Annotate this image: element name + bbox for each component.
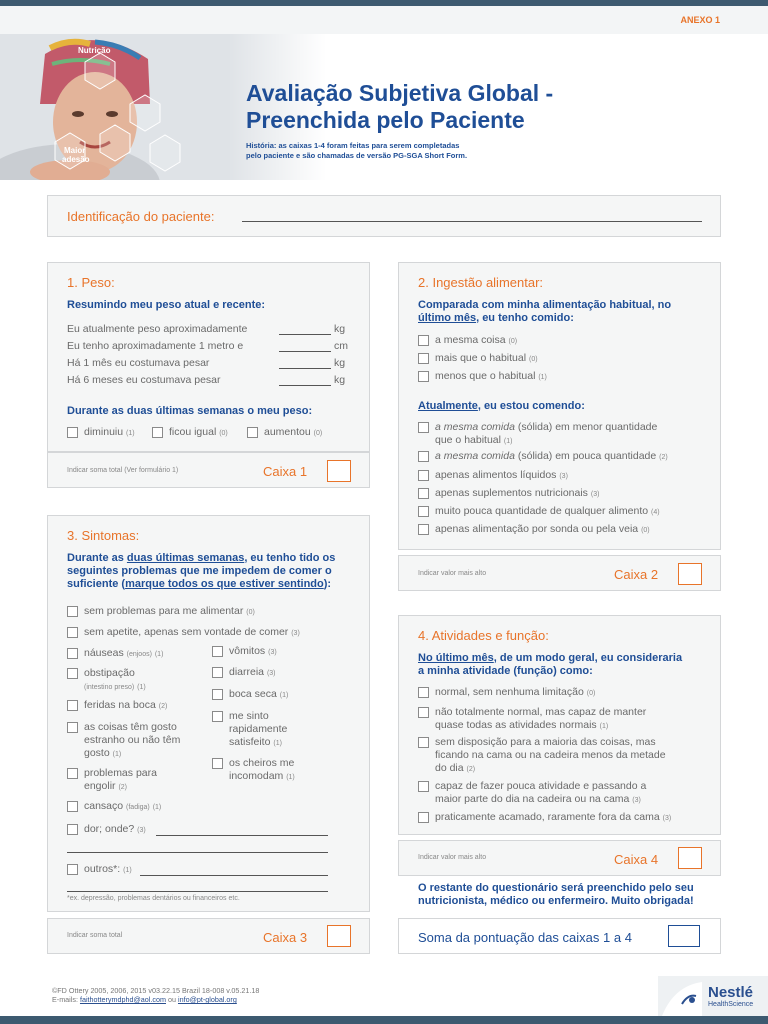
sem-apetite-label: sem apetite, apenas sem vontade de comer (3) [84,626,300,638]
outros-input-line-2[interactable] [67,891,328,892]
caixa-2-label: Caixa 2 [614,567,659,582]
page-subtitle [246,141,467,160]
cheiros-label: os cheiros me incomodam (1) [229,757,295,782]
height-input[interactable] [279,351,331,352]
mais-que-habitual-checkbox[interactable] [418,353,429,364]
nestle-brand: Nestlé [708,984,754,1001]
nauseas-checkbox[interactable] [67,648,78,659]
menor-quantidade-checkbox[interactable] [418,422,429,433]
normal-label: normal, sem nenhuma limitação (0) [435,686,596,698]
dor-label: dor; onde? (3) [84,823,146,835]
alimentos-liquidos-label: apenas alimentos líquidos (3) [435,469,568,481]
cheiros-checkbox[interactable] [212,758,223,769]
identification-panel [47,195,721,237]
sintomas-panel [47,515,370,912]
menos-que-habitual-label: menos que o habitual (1) [435,370,547,382]
photo-label-maior: Maior [64,146,86,155]
peso-row-label: Eu atualmente peso aproximadamente [67,323,248,335]
sonda-veia-checkbox[interactable] [418,524,429,535]
engolir-label: problemas para engolir (2) [84,767,157,792]
caixa-3-note: Indicar soma total [67,932,123,939]
atividades-question: No último mês, de um modo geral, eu consideraria a minha atividade (função) como: [418,652,683,677]
cansaco-label: cansaço (fadiga) (1) [84,800,162,812]
ingestao-question: Comparada com minha alimentação habitual, no último mês, eu tenho comido: [418,299,672,324]
caixa-2-input[interactable] [678,563,702,585]
nestle-brand-sub: HealthScience [708,1001,754,1008]
annex-label: ANEXO 1 [680,15,720,25]
satisfeito-label: me sinto rapidamente satisfeito (1) [229,710,288,748]
peso-unit: kg [334,357,346,369]
menos-que-habitual-checkbox[interactable] [418,371,429,382]
alimentos-liquidos-checkbox[interactable] [418,470,429,481]
mesma-coisa-label: a mesma coisa (0) [435,334,518,346]
sem-problemas-label: sem problemas para me alimentar (0) [84,605,255,617]
total-score-label: Soma da pontuação das caixas 1 a 4 [418,930,632,945]
muito-pouca-checkbox[interactable] [418,506,429,517]
peso-question: Resumindo meu peso atual e recente: [67,299,266,311]
copyright: ©FD Ottery 2005, 2006, 2015 v03.22.15 Brazil 18-008 v.05.21.18 [52,986,260,995]
peso-unit: kg [334,374,346,386]
ingestao-panel [398,262,721,550]
caixa-3-row [47,918,370,954]
boca-seca-checkbox[interactable] [212,689,223,700]
sem-problemas-checkbox[interactable] [67,606,78,617]
feridas-boca-checkbox[interactable] [67,700,78,711]
caixa-3-label: Caixa 3 [263,930,308,945]
mais-que-habitual-label: mais que o habitual (0) [435,352,538,364]
caixa-1-input[interactable] [327,460,351,482]
total-score-row [398,918,721,954]
caixa-2-row [398,555,721,591]
title-line-2: Preenchida pelo Paciente [246,107,525,133]
peso-row-label: Eu tenho aproximadamente 1 metro e [67,340,244,352]
dor-input-line-2[interactable] [67,852,328,853]
ficou-igual-label: ficou igual (0) [169,426,228,438]
suplementos-checkbox[interactable] [418,488,429,499]
atividades-panel [398,615,721,835]
acamado-label: praticamente acamado, raramente fora da cama (3) [435,811,672,823]
suplementos-label: apenas suplementos nutricionais (3) [435,487,600,499]
diarreia-label: diarreia (3) [229,666,276,678]
gosto-estranho-label: as coisas têm gosto estranho ou não têm gosto (1) [84,721,181,759]
caixa-1-row [47,452,370,488]
peso-row-label: Há 1 mês eu costumava pesar [67,357,210,369]
nao-totalmente-normal-label: não totalmente normal, mas capaz de manter quase todas as atividades normais (1) [435,706,647,731]
footer-text: ©FD Ottery 2005, 2006, 2015 v03.22.15 Brazil 18-008 v.05.21.18 E-mails: faithotterymdphd@aol.com ou info@pt-global.org [52,986,260,1004]
peso-current-input[interactable] [279,334,331,335]
sintomas-title: 3. Sintomas: [67,528,140,543]
email-link-1[interactable]: faithotterymdphd@aol.com [79,995,166,1004]
page-title [246,80,553,134]
peso-panel [47,262,370,452]
diminuiu-checkbox[interactable] [67,427,78,438]
photo-label-adesao: adesão [62,155,90,164]
bottom-bar [0,1016,768,1024]
menor-quantidade-label: a mesma comida (sólida) em menor quantidade que o habitual (1) [435,421,658,446]
boca-seca-label: boca seca (1) [229,688,289,700]
obstipacao-label: obstipação (intestino preso) (1) [84,667,146,691]
satisfeito-checkbox[interactable] [212,711,223,722]
nauseas-label: náuseas (enjoos) (1) [84,647,164,659]
closing-note: O restante do questionário será preenchido pelo seu nutricionista, médico ou enfermeiro. Muito obrigada! [418,882,694,907]
dor-input[interactable] [156,835,328,836]
nestle-nest-icon [662,976,702,1016]
feridas-boca-label: feridas na boca (2) [84,699,168,711]
photo-label-nutricao: Nutrição [78,46,111,55]
mesma-coisa-checkbox[interactable] [418,335,429,346]
sonda-veia-label: apenas alimentação por sonda ou pela veia (0) [435,523,650,535]
atividades-title: 4. Atividades e função: [418,628,549,643]
ingestao-question-2: Atualmente, eu estou comendo: [418,400,585,412]
caixa-2-note: Indicar valor mais alto [418,570,487,577]
email-link-2[interactable]: info@pt-global.org [177,995,237,1004]
pouca-atividade-label: capaz de fazer pouca atividade e passando a maior parte do dia na cadeira ou na cama (3) [435,780,647,805]
nao-totalmente-normal-checkbox[interactable] [418,707,429,718]
ficou-igual-checkbox[interactable] [152,427,163,438]
sem-disposicao-label: sem disposição para a maioria das coisas, mas ficando na cama ou na cadeira menos da metade do dia (2) [435,736,666,774]
caixa-1-label: Caixa 1 [263,464,308,479]
total-score-input[interactable] [668,925,700,947]
caixa-3-input[interactable] [327,925,351,947]
sem-apetite-checkbox[interactable] [67,627,78,638]
engolir-checkbox[interactable] [67,768,78,779]
muito-pouca-label: muito pouca quantidade de qualquer alimento (4) [435,505,660,517]
cansaco-checkbox[interactable] [67,801,78,812]
caixa-4-row [398,840,721,876]
sem-disposicao-checkbox[interactable] [418,737,429,748]
obstipacao-checkbox[interactable] [67,668,78,679]
peso-title: 1. Peso: [67,275,115,290]
outros-checkbox[interactable] [67,864,78,875]
caixa-4-note: Indicar valor mais alto [418,854,487,861]
caixa-4-label: Caixa 4 [614,852,659,867]
identification-input[interactable] [242,221,702,222]
sintomas-question: Durante as duas últimas semanas, eu tenho tido os seguintes problemas que me impedem de comer o suficiente (marque todos os que estiver sentindo): [67,552,336,590]
title-line-1: Avaliação Subjetiva Global - [246,80,554,106]
diarreia-checkbox[interactable] [212,667,223,678]
aumentou-checkbox[interactable] [247,427,258,438]
pouca-quantidade-label: a mesma comida (sólida) em pouca quantidade (2) [435,450,668,462]
caixa-1-note: Indicar soma total (Ver formulário 1) [67,467,179,474]
pouca-atividade-checkbox[interactable] [418,781,429,792]
acamado-checkbox[interactable] [418,812,429,823]
sintomas-footnote: *ex. depressão, problemas dentários ou financeiros etc. [67,895,240,902]
gosto-estranho-checkbox[interactable] [67,722,78,733]
vomitos-checkbox[interactable] [212,646,223,657]
peso-6-months-input[interactable] [279,385,331,386]
normal-checkbox[interactable] [418,687,429,698]
aumentou-label: aumentou (0) [264,426,323,438]
nestle-logo [658,976,768,1016]
subtitle-line-1: História: as caixas 1-4 foram feitas para serem completadas [246,141,460,150]
outros-label: outros*: (1) [84,863,132,875]
caixa-4-input[interactable] [678,847,702,869]
header-band [0,6,768,34]
identification-label: Identificação do paciente: [67,209,215,224]
dor-checkbox[interactable] [67,824,78,835]
vomitos-label: vômitos (3) [229,645,277,657]
height-unit: cm [334,340,348,352]
peso-question-2: Durante as duas últimas semanas o meu peso: [67,405,313,417]
diminuiu-label: diminuiu (1) [84,426,135,438]
subtitle-line-2: pelo paciente e são chamadas de versão PG-SGA Short Form. [246,150,468,160]
peso-unit: kg [334,323,346,335]
pouca-quantidade-checkbox[interactable] [418,451,429,462]
ingestao-title: 2. Ingestão alimentar: [418,275,544,290]
peso-1-month-input[interactable] [279,368,331,369]
outros-input[interactable] [140,875,328,876]
peso-row-label: Há 6 meses eu costumava pesar [67,374,221,386]
